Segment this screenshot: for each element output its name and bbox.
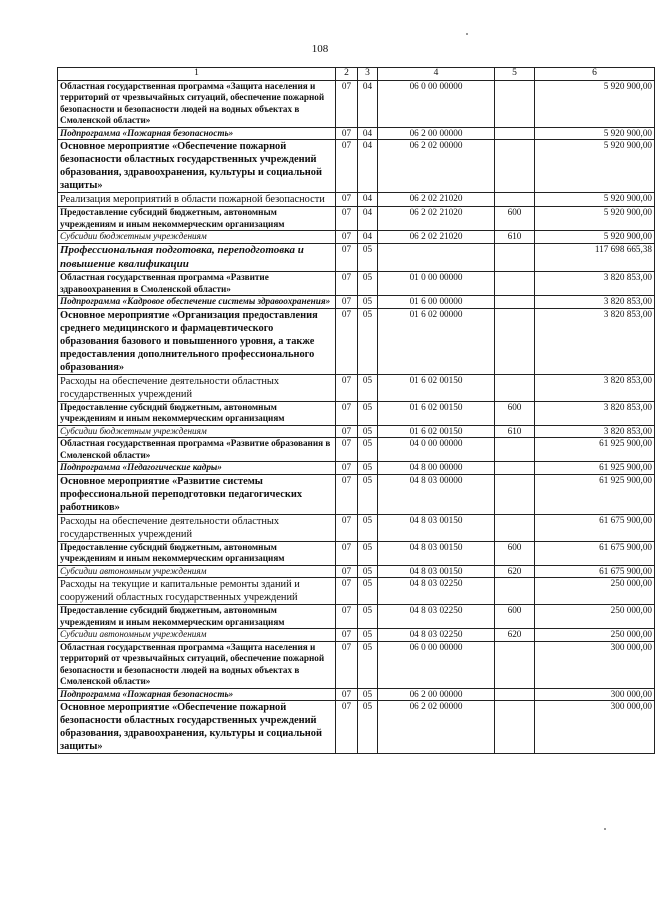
table-row — [58, 462, 655, 475]
row-section-cell: 07 — [336, 701, 358, 754]
row-amount-cell: 61 675 900,00 — [535, 514, 655, 541]
row-section-cell: 07 — [336, 605, 358, 629]
row-section-cell: 07 — [336, 474, 358, 514]
row-amount-cell: 5 920 900,00 — [535, 193, 655, 207]
table-row — [58, 207, 655, 231]
row-section-cell: 07 — [336, 629, 358, 642]
header-cell-1: 1 — [58, 68, 336, 81]
row-name-cell: Расходы на текущие и капитальные ремонты зданий и сооружений областных государственных учреждений — [58, 578, 336, 605]
row-target-code-cell: 01 6 02 00150 — [378, 401, 495, 425]
row-subsection-cell: 05 — [358, 296, 378, 309]
row-target-code-cell: 06 2 02 00000 — [378, 140, 495, 193]
row-subsection-cell: 04 — [358, 193, 378, 207]
table-header-row — [58, 68, 655, 81]
table-row — [58, 272, 655, 296]
row-amount-cell: 3 820 853,00 — [535, 296, 655, 309]
row-amount-cell: 3 820 853,00 — [535, 401, 655, 425]
row-amount-cell: 5 920 900,00 — [535, 207, 655, 231]
header-cell-2: 2 — [336, 68, 358, 81]
row-subsection-cell: 04 — [358, 231, 378, 244]
row-subsection-cell: 05 — [358, 701, 378, 754]
row-amount-cell: 61 925 900,00 — [535, 462, 655, 475]
row-name-cell: Расходы на обеспечение деятельности областных государственных учреждений — [58, 514, 336, 541]
row-target-code-cell: 04 8 03 02250 — [378, 605, 495, 629]
row-subsection-cell: 05 — [358, 272, 378, 296]
row-name-cell: Областная государственная программа «Развитие здравоохранения в Смоленской области» — [58, 272, 336, 296]
row-subsection-cell: 05 — [358, 565, 378, 578]
row-name-cell: Основное мероприятие «Обеспечение пожарной безопасности областных государственных учреждений образования, здравоохранения, культуры и социальной защиты» — [58, 701, 336, 754]
row-expense-type-cell — [495, 701, 535, 754]
table-row — [58, 401, 655, 425]
row-section-cell: 07 — [336, 127, 358, 140]
row-target-code-cell: 04 8 00 00000 — [378, 462, 495, 475]
row-target-code-cell: 04 8 03 00150 — [378, 514, 495, 541]
row-name-cell: Областная государственная программа «Развитие образования в Смоленской области» — [58, 438, 336, 462]
row-target-code-cell: 06 2 00 00000 — [378, 127, 495, 140]
header-cell-6: 6 — [535, 68, 655, 81]
row-section-cell: 07 — [336, 140, 358, 193]
row-section-cell: 07 — [336, 514, 358, 541]
row-name-cell: Подпрограмма «Пожарная безопасность» — [58, 127, 336, 140]
row-amount-cell: 61 925 900,00 — [535, 474, 655, 514]
row-subsection-cell: 05 — [358, 578, 378, 605]
table-row — [58, 231, 655, 244]
row-subsection-cell: 05 — [358, 425, 378, 438]
row-amount-cell: 3 820 853,00 — [535, 425, 655, 438]
table-row — [58, 193, 655, 207]
row-amount-cell: 5 920 900,00 — [535, 140, 655, 193]
row-section-cell: 07 — [336, 207, 358, 231]
table-row — [58, 425, 655, 438]
row-section-cell: 07 — [336, 243, 358, 272]
row-expense-type-cell: 620 — [495, 565, 535, 578]
table-row — [58, 688, 655, 701]
row-target-code-cell: 04 8 03 02250 — [378, 578, 495, 605]
scan-speck — [466, 33, 468, 35]
row-section-cell: 07 — [336, 462, 358, 475]
budget-table — [57, 67, 655, 754]
row-name-cell: Подпрограмма «Педагогические кадры» — [58, 462, 336, 475]
table-row — [58, 474, 655, 514]
row-amount-cell: 5 920 900,00 — [535, 127, 655, 140]
row-amount-cell: 300 000,00 — [535, 641, 655, 688]
row-name-cell: Расходы на обеспечение деятельности областных государственных учреждений — [58, 374, 336, 401]
page-number: 108 — [311, 43, 329, 55]
row-name-cell: Предоставление субсидий бюджетным, автономным учреждениям и иным некоммерческим организациям — [58, 207, 336, 231]
row-expense-type-cell — [495, 127, 535, 140]
row-subsection-cell: 05 — [358, 308, 378, 374]
row-amount-cell: 250 000,00 — [535, 605, 655, 629]
table-row — [58, 578, 655, 605]
row-section-cell: 07 — [336, 193, 358, 207]
scan-speck — [604, 828, 606, 830]
row-expense-type-cell — [495, 462, 535, 475]
table-row — [58, 514, 655, 541]
row-expense-type-cell — [495, 308, 535, 374]
row-amount-cell: 5 920 900,00 — [535, 231, 655, 244]
row-section-cell: 07 — [336, 641, 358, 688]
table-row — [58, 541, 655, 565]
row-expense-type-cell — [495, 514, 535, 541]
row-subsection-cell: 05 — [358, 401, 378, 425]
row-name-cell: Субсидии бюджетным учреждениям — [58, 231, 336, 244]
row-amount-cell: 5 920 900,00 — [535, 80, 655, 127]
table-row — [58, 374, 655, 401]
row-expense-type-cell — [495, 193, 535, 207]
row-name-cell: Субсидии автономным учреждениям — [58, 629, 336, 642]
table-row — [58, 701, 655, 754]
table-row — [58, 565, 655, 578]
row-subsection-cell: 04 — [358, 207, 378, 231]
row-expense-type-cell — [495, 243, 535, 272]
header-cell-4: 4 — [378, 68, 495, 81]
row-target-code-cell: 01 6 02 00150 — [378, 425, 495, 438]
row-subsection-cell: 05 — [358, 474, 378, 514]
row-amount-cell: 61 675 900,00 — [535, 541, 655, 565]
row-name-cell: Профессиональная подготовка, переподготовка и повышение квалификации — [58, 243, 336, 272]
table-row — [58, 641, 655, 688]
row-name-cell: Предоставление субсидий бюджетным, автономным учреждениям и иным некоммерческим организациям — [58, 605, 336, 629]
row-expense-type-cell — [495, 140, 535, 193]
row-amount-cell: 3 820 853,00 — [535, 308, 655, 374]
table-row — [58, 243, 655, 272]
row-subsection-cell: 05 — [358, 438, 378, 462]
row-amount-cell: 117 698 665,38 — [535, 243, 655, 272]
row-name-cell: Предоставление субсидий бюджетным, автономным учреждениям и иным некоммерческим организациям — [58, 401, 336, 425]
row-expense-type-cell — [495, 438, 535, 462]
row-subsection-cell: 04 — [358, 80, 378, 127]
row-expense-type-cell: 620 — [495, 629, 535, 642]
row-name-cell: Основное мероприятие «Обеспечение пожарной безопасности областных государственных учреждений образования, здравоохранения, культуры и социальной защиты» — [58, 140, 336, 193]
row-subsection-cell: 05 — [358, 605, 378, 629]
table-row — [58, 140, 655, 193]
row-amount-cell: 61 675 900,00 — [535, 565, 655, 578]
table-row — [58, 438, 655, 462]
row-expense-type-cell: 600 — [495, 541, 535, 565]
row-amount-cell: 300 000,00 — [535, 701, 655, 754]
row-name-cell: Областная государственная программа «Защита населения и территорий от чрезвычайных ситуаций, обеспечение пожарной безопасности и безопасности людей на водных объектах в Смоленской области» — [58, 80, 336, 127]
row-subsection-cell: 05 — [358, 688, 378, 701]
table-row — [58, 605, 655, 629]
row-expense-type-cell: 600 — [495, 401, 535, 425]
row-target-code-cell: 01 6 02 00000 — [378, 308, 495, 374]
row-name-cell: Субсидии автономным учреждениям — [58, 565, 336, 578]
row-target-code-cell: 06 0 00 00000 — [378, 641, 495, 688]
table-row — [58, 296, 655, 309]
row-target-code-cell — [378, 243, 495, 272]
row-name-cell: Основное мероприятие «Развитие системы профессиональной переподготовки педагогических работников» — [58, 474, 336, 514]
row-section-cell: 07 — [336, 688, 358, 701]
row-subsection-cell: 04 — [358, 127, 378, 140]
row-expense-type-cell — [495, 474, 535, 514]
row-section-cell: 07 — [336, 374, 358, 401]
table-row — [58, 127, 655, 140]
row-name-cell: Областная государственная программа «Защита населения и территорий от чрезвычайных ситуаций, обеспечение пожарной безопасности и безопасности людей на водных объектах в Смоленской области» — [58, 641, 336, 688]
row-section-cell: 07 — [336, 308, 358, 374]
table-row — [58, 80, 655, 127]
row-subsection-cell: 05 — [358, 514, 378, 541]
row-expense-type-cell — [495, 688, 535, 701]
row-name-cell: Подпрограмма «Пожарная безопасность» — [58, 688, 336, 701]
row-name-cell: Основное мероприятие «Организация предоставления среднего медицинского и фармацевтического образования базового и повышенного уровня, а также предоставления дополнительного профессионального образования» — [58, 308, 336, 374]
row-expense-type-cell: 610 — [495, 231, 535, 244]
header-cell-5: 5 — [495, 68, 535, 81]
row-section-cell: 07 — [336, 565, 358, 578]
row-name-cell: Предоставление субсидий бюджетным, автономным учреждениям и иным некоммерческим организациям — [58, 541, 336, 565]
row-subsection-cell: 05 — [358, 243, 378, 272]
row-subsection-cell: 05 — [358, 462, 378, 475]
row-target-code-cell: 04 8 03 02250 — [378, 629, 495, 642]
row-expense-type-cell — [495, 272, 535, 296]
row-subsection-cell: 05 — [358, 374, 378, 401]
row-target-code-cell: 06 2 02 21020 — [378, 193, 495, 207]
row-target-code-cell: 04 8 03 00150 — [378, 565, 495, 578]
row-section-cell: 07 — [336, 401, 358, 425]
row-target-code-cell: 06 2 02 21020 — [378, 207, 495, 231]
row-amount-cell: 300 000,00 — [535, 688, 655, 701]
row-target-code-cell: 01 6 02 00150 — [378, 374, 495, 401]
row-section-cell: 07 — [336, 296, 358, 309]
row-amount-cell: 61 925 900,00 — [535, 438, 655, 462]
row-section-cell: 07 — [336, 578, 358, 605]
table-row — [58, 629, 655, 642]
row-expense-type-cell — [495, 374, 535, 401]
row-target-code-cell: 06 2 02 00000 — [378, 701, 495, 754]
row-expense-type-cell — [495, 578, 535, 605]
row-target-code-cell: 04 0 00 00000 — [378, 438, 495, 462]
row-section-cell: 07 — [336, 80, 358, 127]
row-target-code-cell: 01 6 00 00000 — [378, 296, 495, 309]
row-section-cell: 07 — [336, 272, 358, 296]
row-target-code-cell: 06 0 00 00000 — [378, 80, 495, 127]
row-amount-cell: 3 820 853,00 — [535, 374, 655, 401]
row-expense-type-cell: 600 — [495, 207, 535, 231]
row-section-cell: 07 — [336, 438, 358, 462]
row-name-cell: Реализация мероприятий в области пожарной безопасности — [58, 193, 336, 207]
row-target-code-cell: 01 0 00 00000 — [378, 272, 495, 296]
row-expense-type-cell — [495, 80, 535, 127]
row-amount-cell: 250 000,00 — [535, 578, 655, 605]
row-expense-type-cell: 610 — [495, 425, 535, 438]
row-subsection-cell: 05 — [358, 629, 378, 642]
row-expense-type-cell — [495, 296, 535, 309]
row-section-cell: 07 — [336, 425, 358, 438]
row-amount-cell: 250 000,00 — [535, 629, 655, 642]
row-subsection-cell: 05 — [358, 541, 378, 565]
row-section-cell: 07 — [336, 231, 358, 244]
row-expense-type-cell: 600 — [495, 605, 535, 629]
row-name-cell: Субсидии бюджетным учреждениям — [58, 425, 336, 438]
budget-table-body — [58, 68, 655, 754]
header-cell-3: 3 — [358, 68, 378, 81]
row-amount-cell: 3 820 853,00 — [535, 272, 655, 296]
row-expense-type-cell — [495, 641, 535, 688]
row-subsection-cell: 04 — [358, 140, 378, 193]
row-name-cell: Подпрограмма «Кадровое обеспечение системы здравоохранения» — [58, 296, 336, 309]
row-target-code-cell: 06 2 02 21020 — [378, 231, 495, 244]
row-target-code-cell: 06 2 00 00000 — [378, 688, 495, 701]
row-target-code-cell: 04 8 03 00150 — [378, 541, 495, 565]
row-target-code-cell: 04 8 03 00000 — [378, 474, 495, 514]
row-section-cell: 07 — [336, 541, 358, 565]
row-subsection-cell: 05 — [358, 641, 378, 688]
table-row — [58, 308, 655, 374]
